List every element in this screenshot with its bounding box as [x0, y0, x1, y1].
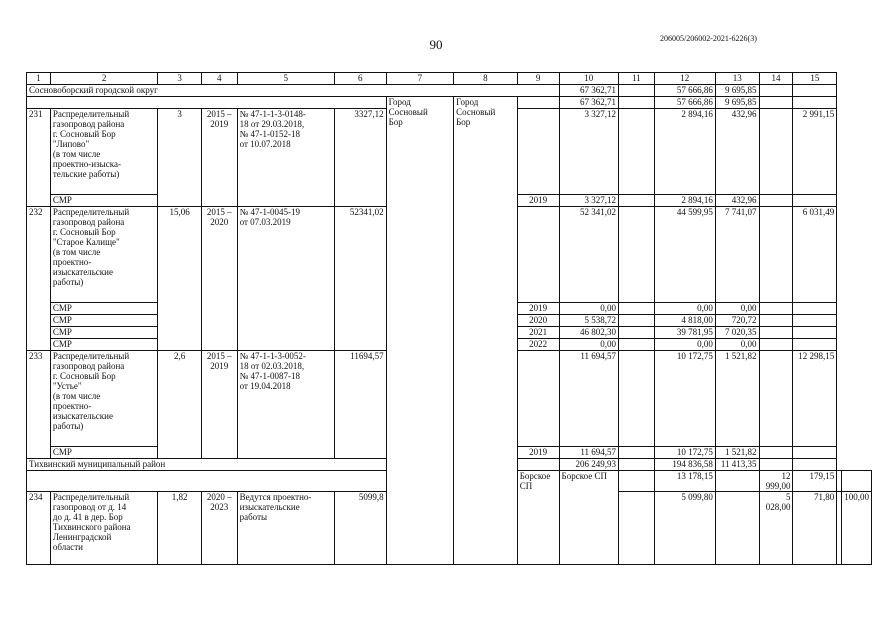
district-row [27, 85, 872, 97]
cell-c15: 12 298,15 [793, 351, 837, 447]
years: 2020 – 2023 [201, 492, 237, 565]
cell-c12: 10 172,75 [654, 447, 715, 459]
municipality-name: Город Сосновый Бор [386, 97, 453, 565]
smr-label: СМР [50, 315, 157, 327]
cell-c10: 13 178,15 [654, 471, 715, 492]
total-cost: 3327,12 [334, 109, 386, 207]
cell-c12: 39 781,95 [654, 327, 715, 339]
col-header: 1 [27, 73, 51, 85]
smr-label: СМР [50, 339, 157, 351]
smr-year: 2019 [517, 303, 559, 315]
col-header: 15 [793, 73, 837, 85]
row-number: 232 [27, 207, 51, 351]
expertise-docs: № 47-1-1-3-0052- 18 от 02.03.2018, № 47-1-0087-18 от 19.04.2018 [237, 351, 334, 459]
col-header: 4 [201, 73, 237, 85]
cell-c10: 67 362,71 [559, 97, 618, 109]
years: 2015 – 2019 [201, 109, 237, 207]
col-header: 8 [454, 73, 518, 85]
col-header: 9 [517, 73, 559, 85]
district-name: Сосновоборский городской округ [27, 85, 560, 97]
cell-c13: 179,15 [793, 471, 837, 492]
cell-c12: 0,00 [654, 303, 715, 315]
cell-c12: 194 836,58 [654, 459, 715, 471]
cell-c13: 432,96 [715, 195, 759, 207]
row-number: 233 [27, 351, 51, 459]
cell-c15: 100,00 [842, 492, 872, 565]
col-header: 5 [237, 73, 334, 85]
cell-c10: 3 327,12 [559, 195, 618, 207]
settlement-name: Город Сосновый Бор [454, 97, 518, 565]
cell-c12: 44 599,95 [654, 207, 715, 303]
cell-c15: 2 991,15 [793, 109, 837, 195]
cell-c12: 57 666,86 [654, 97, 715, 109]
cell-c13: 0,00 [715, 303, 759, 315]
cell-c12: 57 666,86 [654, 85, 715, 97]
cell-c13: 0,00 [715, 339, 759, 351]
total-cost: 11694,57 [334, 351, 386, 459]
cell-c12: 12 999,00 [759, 471, 793, 492]
col-header: 3 [158, 73, 202, 85]
cell-c10: 11 694,57 [559, 351, 618, 447]
cell-c13: 720,72 [715, 315, 759, 327]
municipality-subtotal-row [27, 97, 872, 109]
col-header: 10 [559, 73, 618, 85]
cell-c13: 1 521,82 [715, 351, 759, 447]
cell-c12: 0,00 [654, 339, 715, 351]
expertise-docs: № 47-1-1-3-0148- 18 от 29.03.2018, № 47-1-0152-18 от 10.07.2018 [237, 109, 334, 207]
years: 2015 – 2020 [201, 207, 237, 351]
page-number: 90 [429, 37, 443, 52]
col-header: 11 [619, 73, 655, 85]
col-header: 7 [386, 73, 453, 85]
district-name: Тихвинский муниципальный район [27, 459, 560, 471]
object-name: Распределительный газопровод района г. Сосновый Бор "Устье" (в том числе проектно- изыскательские работы) [50, 351, 157, 447]
row-number: 231 [27, 109, 51, 207]
smr-year: 2021 [517, 327, 559, 339]
length-km: 2,6 [158, 351, 202, 459]
col-header: 2 [50, 73, 157, 85]
col-header: 6 [334, 73, 386, 85]
cell-c10: 3 327,12 [559, 109, 618, 195]
smr-year: 2019 [517, 195, 559, 207]
col-header: 14 [759, 73, 793, 85]
years: 2015 – 2019 [201, 351, 237, 459]
smr-year: 2019 [517, 447, 559, 459]
cell-c10: 0,00 [559, 339, 618, 351]
header-row [27, 73, 872, 85]
municipality-name: Борское СП [517, 471, 559, 565]
cell-c13: 7 020,35 [715, 327, 759, 339]
cell-c13: 7 741,07 [715, 207, 759, 303]
cell-c10: 52 341,02 [559, 207, 618, 303]
cell-c13: 9 695,85 [715, 97, 759, 109]
length-km: 3 [158, 109, 202, 207]
cell-c13: 11 413,35 [715, 459, 759, 471]
cell-c12: 2 894,16 [654, 195, 715, 207]
cell-c10: 206 249,93 [559, 459, 618, 471]
cell-c10: 67 362,71 [559, 85, 618, 97]
cell-c12: 10 172,75 [654, 351, 715, 447]
cell-c15: 6 031,49 [793, 207, 837, 303]
cell-c10: 0,00 [559, 303, 618, 315]
smr-label: СМР [50, 303, 157, 315]
cell-c13: 1 521,82 [715, 447, 759, 459]
total-cost: 5099,8 [334, 492, 386, 565]
cell-c13: 432,96 [715, 109, 759, 195]
object-name: Распределительный газопровод от д. 14 до д. 41 в дер. Бор Тихвинского района Ленинградской области [50, 492, 157, 565]
length-km: 15,06 [158, 207, 202, 351]
expertise-docs: № 47-1-0045-19 от 07.03.2019 [237, 207, 334, 351]
object-name: Распределительный газопровод района г. Сосновый Бор "Старое Калище" (в том числе проектно- изыскательские работы) [50, 207, 157, 303]
cell-c10: 5 538,72 [559, 315, 618, 327]
object-name: Распределительный газопровод района г. Сосновый Бор "Липово" (в том числе проектно-изыска- тельские работы) [50, 109, 157, 195]
cell-c12: 4 818,00 [654, 315, 715, 327]
smr-year: 2022 [517, 339, 559, 351]
cell-c10: 11 694,57 [559, 447, 618, 459]
total-cost: 52341,02 [334, 207, 386, 351]
document-id: 206005/206002-2021-6226(3) [660, 34, 757, 43]
length-km: 1,82 [158, 492, 202, 565]
settlement-name: Борское СП [559, 471, 618, 565]
cell-c12: 2 894,16 [654, 109, 715, 195]
cell-c12: 5 028,00 [759, 492, 793, 565]
cell-c13: 9 695,85 [715, 85, 759, 97]
investment-table [26, 72, 872, 565]
row-number: 234 [27, 492, 51, 565]
cell-c13: 71,80 [793, 492, 837, 565]
smr-label: СМР [50, 195, 157, 207]
smr-year: 2020 [517, 315, 559, 327]
cell-c10: 5 099,80 [654, 492, 715, 565]
cell-c10: 46 802,30 [559, 327, 618, 339]
smr-label: СМР [50, 327, 157, 339]
smr-label: СМР [50, 447, 157, 459]
col-header: 13 [715, 73, 759, 85]
col-header: 12 [654, 73, 715, 85]
expertise-docs: Ведутся проектно- изыскательские работы [237, 492, 334, 565]
district-row [27, 459, 872, 471]
